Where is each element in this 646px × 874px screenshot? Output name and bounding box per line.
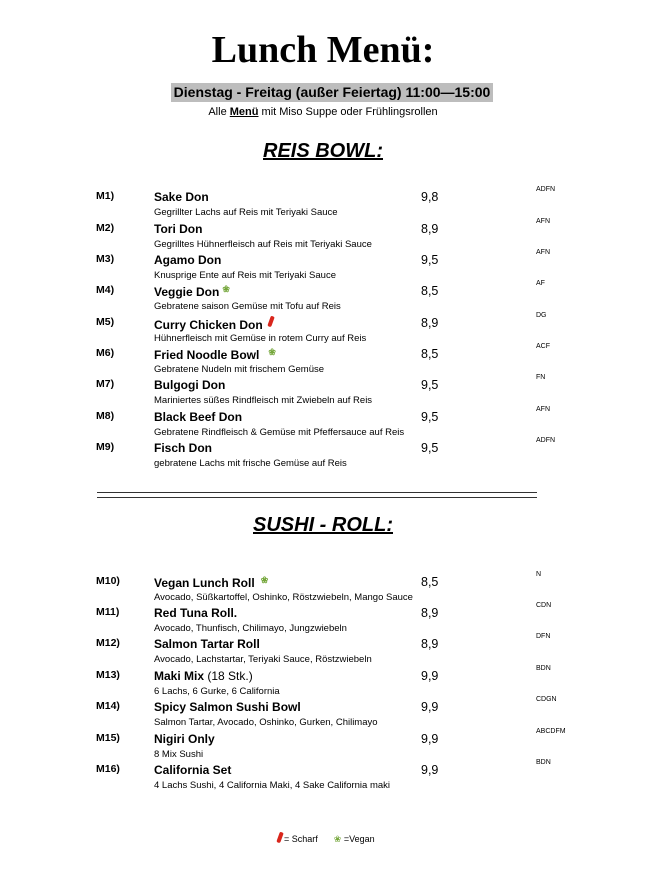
item-name-text: Salmon Tartar Roll [154,637,260,651]
item-allergens: BDN [536,665,551,672]
item-description: Hühnerfleisch mit Gemüse in rotem Curry auf Reis [154,333,367,344]
chili-icon [267,316,275,328]
menu-item [0,437,646,473]
item-code: M14) [96,700,120,712]
legend-spicy-label: = Scharf [284,834,318,844]
item-allergens: DG [536,312,547,319]
item-name [154,637,260,651]
item-price: 8,9 [421,316,439,330]
item-code: M5) [96,316,115,328]
item-price: 9,9 [421,669,439,683]
item-name-text: Nigiri Only [154,732,215,746]
item-code: M13) [96,669,120,681]
item-name-text: Spicy Salmon Sushi Bowl [154,700,301,714]
item-code: M7) [96,378,115,390]
menu-item [0,759,646,795]
item-name [154,575,268,590]
item-name-text: Maki Mix [154,669,205,683]
item-description: Gegrillter Lachs auf Reis mit Teriyaki Sauce [154,207,338,218]
item-name [154,316,273,332]
vegan-leaf-icon: ❀ [222,284,230,294]
item-name-text: Agamo Don [154,253,222,267]
item-name-text: Tori Don [154,222,203,236]
item-allergens: BDN [536,759,551,766]
item-name [154,347,276,362]
item-name-text: Vegan Lunch Roll [154,576,255,590]
menu-note-highlight: Menü [229,106,259,118]
item-price: 9,9 [421,763,439,777]
item-name [154,222,202,236]
vegan-leaf-icon: ❀ [333,834,342,844]
item-description: Avocado, Lachstartar, Teriyaki Sauce, Röstzwiebeln [154,654,372,665]
item-description: Mariniertes süßes Rindfleisch mit Zwiebeln auf Reis [154,395,373,406]
item-code: M9) [96,441,115,453]
menu-item [0,249,646,285]
item-description: Gegrilltes Hühnerfleisch auf Reis mit Teriyaki Sauce [154,239,372,250]
vegan-leaf-icon: ❀ [260,575,269,585]
item-price: 8,9 [421,637,439,651]
item-description: Salmon Tartar, Avocado, Oshinko, Gurken, Chilimayo [154,717,378,728]
item-name [154,441,212,455]
item-code: M12) [96,637,120,649]
menu-note-suffix: mit Miso Suppe oder Frühlingsrollen [261,106,438,118]
item-price: 9,8 [421,190,439,204]
item-name-text: Curry Chicken Don [154,318,263,332]
item-allergens: ADFN [536,186,556,193]
item-code: M1) [96,190,115,202]
item-allergens: AFN [536,406,550,413]
vegan-leaf-icon: ❀ [268,347,276,357]
item-code: M6) [96,347,115,359]
item-description: 8 Mix Sushi [154,749,204,760]
item-description: gebratene Lachs mit frische Gemüse auf Reis [154,458,347,469]
item-price: 8,5 [421,284,439,298]
section-title-sushi-roll: SUSHI - ROLL: [253,514,393,536]
item-code: M3) [96,253,115,265]
item-description: 6 Lachs, 6 Gurke, 6 California [154,686,280,697]
item-name [154,732,215,746]
menu-note-prefix: Alle [208,106,227,118]
section-divider [97,492,537,498]
item-code: M10) [96,575,120,587]
item-description: Gebratene Rindfleisch & Gemüse mit Pfeffersauce auf Reis [154,427,405,438]
item-allergens: ABCDFM [536,728,566,735]
item-price: 9,5 [421,253,439,267]
item-description: Knusprige Ente auf Reis mit Teriyaki Sauce [154,270,336,281]
item-price: 8,9 [421,606,439,620]
item-price: 9,5 [421,410,439,424]
icon-legend [278,832,375,845]
item-name [154,284,230,299]
item-price: 8,5 [421,575,439,589]
item-code: M16) [96,763,120,775]
item-code: M11) [96,606,120,618]
item-allergens: CDGN [536,696,557,703]
item-price: 9,5 [421,441,439,455]
item-code: M8) [96,410,115,422]
item-name [154,763,231,777]
item-allergens: CDN [536,602,552,609]
menu-note [0,106,646,118]
item-name [154,410,242,424]
item-price: 9,9 [421,732,439,746]
item-price: 9,5 [421,378,439,392]
legend-vegan-label: =Vegan [343,834,375,844]
item-name-text: California Set [154,763,232,777]
item-name-portion: (18 Stk.) [204,669,253,683]
item-name-text: Veggie Don [154,285,220,299]
item-name [154,190,209,204]
item-price: 8,5 [421,347,439,361]
item-name [154,669,253,683]
item-name [154,378,225,392]
item-allergens: AFN [536,249,550,256]
item-name [154,253,221,267]
item-description: Avocado, Thunfisch, Chilimayo, Jungzwiebeln [154,623,347,634]
item-description: Gebratene Nudeln mit frischem Gemüse [154,364,325,375]
item-description: Avocado, Süßkartoffel, Oshinko, Röstzwiebeln, Mango Sauce [154,592,413,603]
item-description: 4 Lachs Sushi, 4 California Maki, 4 Sake California maki [154,780,391,791]
menu-item [0,343,646,379]
item-allergens: N [536,571,542,578]
item-price: 8,9 [421,222,439,236]
item-name [154,606,237,620]
item-name-text: Bulgogi Don [154,378,226,392]
opening-hours: Dienstag - Freitag (außer Feiertag) 11:00—15:00 [171,83,493,102]
item-name-text: Red Tuna Roll. [154,606,238,620]
item-name [154,700,301,714]
item-allergens: DFN [536,633,551,640]
item-name-text: Sake Don [154,190,209,204]
item-allergens: ADFN [536,437,556,444]
section-title-reis-bowl: REIS BOWL: [263,140,383,162]
item-code: M15) [96,732,120,744]
item-allergens: AFN [536,218,550,225]
item-allergens: ACF [536,343,550,350]
item-name-text: Black Beef Don [154,410,243,424]
chili-icon [276,832,284,844]
item-name-text: Fisch Don [154,441,213,455]
item-allergens: AF [536,280,545,287]
menu-item [0,280,646,316]
item-code: M4) [96,284,115,296]
page-title: Lunch Menü: [211,29,435,71]
item-allergens: FN [536,374,546,381]
item-description: Gebratene saison Gemüse mit Tofu auf Reis [154,301,341,312]
item-price: 9,9 [421,700,439,714]
item-name-text: Fried Noodle Bowl [154,348,260,362]
item-code: M2) [96,222,115,234]
